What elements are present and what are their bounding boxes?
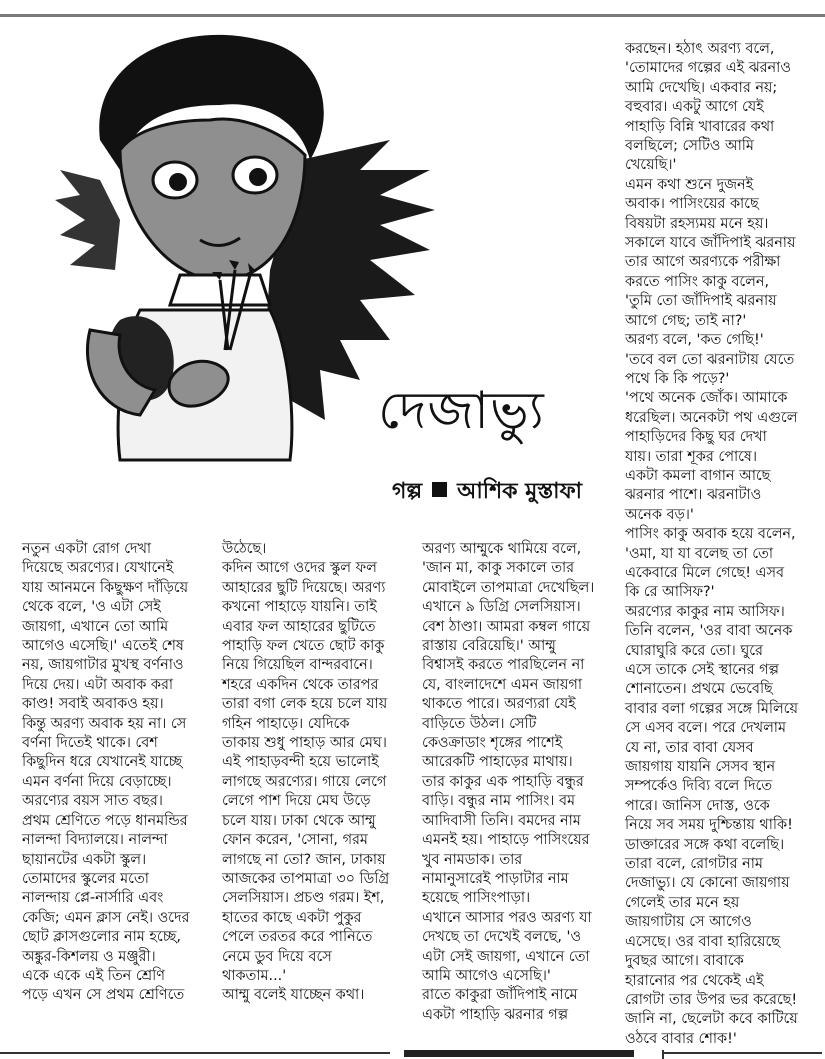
bottom-rule-right xyxy=(662,1052,822,1054)
right-pupil-shape xyxy=(249,168,267,186)
story-title: দেজাভ্যু xyxy=(378,381,545,441)
bottom-rule-right-edge xyxy=(662,1050,664,1059)
story-byline xyxy=(392,474,582,511)
text-column-right: করছেন। হঠাৎ অরণ্য বলে, 'তোমাদের গল্পের এই ঝরনাও আমি দেখেছি। একবার নয়; বহুবার। একটু আগে যেই পাহাড়ি বিন্নি খাবারের কথা বলছিলে; সেটিও আমি খেয়েছি।' এমন কথা শুনে দুজনই অবাক। পাসিংয়ের কাছে বিষয়টা রহস্যময় মনে হয়। সকালে যাবে জাঁদিপাই ঝরনায় তার আগে অরণ্যকে পরীক্ষা করতে পাসিং কাকু বলেন, 'তুমি তো জাঁদিপাই ঝরনায় আগে গেছ; তাই না?' অরণ্য বলে, 'কত গেছি!' 'তবে বল তো ঝরনাটায় যেতে পথে কি কি পড়ে?' 'পথে অনেক জোঁক। আমাকে ধরেছিল। অনেকটা পথ এগুলে পাহাড়িদের কিছু ঘর দেখা যায়। তারা শূকর পোষে। একটা কমলা বাগান আছে ঝরনার পাশে। ঝরনাটাও অনেক বড়।' পাসিং কাকু অবাক হয়ে বলেন, 'ওমা, যা যা বলেছ তা তো একেবারে মিলে গেছে! এসব কি রে আসিফ?' অরণ্যের কাকুর নাম আসিফ। তিনি বলেন, 'ওর বাবা অনেক ঘোরাঘুরি করে তো। ঘুরে এসে তাকে সেই স্থানের গল্প শোনাতেন। প্রথমে ভেবেছি বাবার বলা গল্পের সঙ্গে মিলিয়ে সে এসব বলে। পরে দেখলাম যে না, তার বাবা যেসব জায়গায় যায়নি সেসব স্থান সম্পর্কেও দিব্যি বলে দিতে পারে। জানিস দোস্ত, ওকে নিয়ে সব সময় দুশ্চিন্তায় থাকি! ডাক্তারের সঙ্গে কথা বলেছি। তারা বলে, রোগটার নাম দেজাভ্যু। যে কোনো জায়গায় গেলেই তার মনে হয় জায়গাটায় সে আগেও এসেছে। ওর বাবা হারিয়েছে দুবছর আগে। বাবাকে হারানোর পর থেকেই এই রোগটা তার উপর ভর করেছে! জানি না, ছেলেটা কবে কাটিয়ে ওঠবে বাবার শোক!' xyxy=(625,41,798,1047)
bottom-rule-center xyxy=(404,1050,634,1057)
author-name: আশিক মুস্তাফা xyxy=(457,479,583,504)
top-rule xyxy=(0,14,825,17)
left-pupil-shape xyxy=(169,173,187,191)
square-separator-icon xyxy=(432,482,447,497)
left-wing-shape xyxy=(55,170,120,270)
text-column-3: অরণ্য আম্মুকে থামিয়ে বলে, 'জান মা, কাকু সকালে তার মোবাইলে তাপমাত্রা দেখেছিল। এখানে ৯ ডিগ্রি সেলসিয়াস। বেশ ঠাণ্ডা। আমরা কম্বল গায়ে রাস্তায় বেরিয়েছি।' আম্মু বিশ্বাসই করতে পারছিলেন না যে, বাংলাদেশে এমন জায়গা থাকতে পারে। অরণ্যরা যেই বাড়িতে উঠল। সেটি কেওক্রাডাং শৃঙ্গের পাশেই আরেকটি পাহাড়ের মাথায়। তার কাকুর এক পাহাড়ি বন্ধুর বাড়ি। বন্ধুর নাম পাসিং। বম আদিবাসী তিনি। বমদের নাম এমনই হয়। পাহাড়ে পাসিংয়ের খুব নামডাক। তার নামানুসারেই পাড়াটার নাম হয়েছে পাসিংপাড়া। এখানে আসার পরও অরণ্য যা দেখছে তা দেখেই বলছে, 'ও এটা সেই জায়গা, এখানে তো আমি আগেও এসেছি।' রাতে কাকুরা জাঁদিপাই নামে একটা পাহাড়ি ঝরনার গল্প xyxy=(422,541,595,1023)
text-column-1: নতুন একটা রোগ দেখা দিয়েছে অরণ্যের। যেখানেই যায় আনমনে কিছুক্ষণ দাঁড়িয়ে থেকে বলে, 'ও এটা সেই জায়গা, এখানে তো আমি আগেও এসেছি।' এতেই শেষ নয়, জায়গাটার মুখস্থ বর্ণনাও দিয়ে দেয়। এটা অবাক করা কাণ্ড! সবাই অবাকও হয়। কিন্তু অরণ্য অবাক হয় না। সে বর্ণনা দিতেই থাকে। বেশ কিছুদিন ধরে যেখানেই যাচ্ছে এমন বর্ণনা দিয়ে বেড়াচ্ছে। অরণ্যের বয়স সাত বছর। প্রথম শ্রেণিতে পড়ে ধানমন্ডির নালন্দা বিদ্যালয়ে। নালন্দা ছায়ানটের একটা স্কুল। তোমাদের স্কুলের মতো নালন্দায় প্লে-নার্সারি এবং কেজি; এমন ক্লাস নেই। ওদের ছোট ক্লাসগুলোর নাম হচ্ছে, অঙ্কুর-কিশলয় ও মঞ্জুরী। একে একে এই তিন শ্রেণি পড়ে এখন সে প্রথম শ্রেণিতে xyxy=(22,541,190,1004)
byline-label: গল্প xyxy=(392,479,423,504)
text-column-2: উঠেছে। কদিন আগে ওদের স্কুল ফল আহারের ছুটি দিয়েছে। অরণ্য কখনো পাহাড়ে যায়নি। তাই এবার ফল আহারের ছুটিতে পাহাড়ি ফল খেতে ছোট কাকু নিয়ে গিয়েছিল বান্দরবানে। শহরে একদিন থেকে তারপর তারা বগা লেক হয়ে চলে যায় গহিন পাহাড়ে। যেদিকে তাকায় শুধু পাহাড় আর মেঘ। এই পাহাড়বন্দী হয়ে ভালোই লাগছে অরণ্যের। গায়ে লেগে লেগে পাশ দিয়ে মেঘ উড়ে চলে যায়। ঢাকা থেকে আম্মু ফোন করেন, 'সোনা, গরম লাগছে না তো? জান, ঢাকায় আজকের তাপমাত্রা ৩০ ডিগ্রি সেলসিয়াস। প্রচণ্ড গরম। ইশ, হাতের কাছে একটা পুকুর পেলে তরতর করে পানিতে নেমে ডুব দিয়ে বসে থাকতাম...' আম্মু বলেই যাচ্ছেন কথা। xyxy=(222,541,390,1004)
bottom-rule-left xyxy=(0,1052,390,1054)
